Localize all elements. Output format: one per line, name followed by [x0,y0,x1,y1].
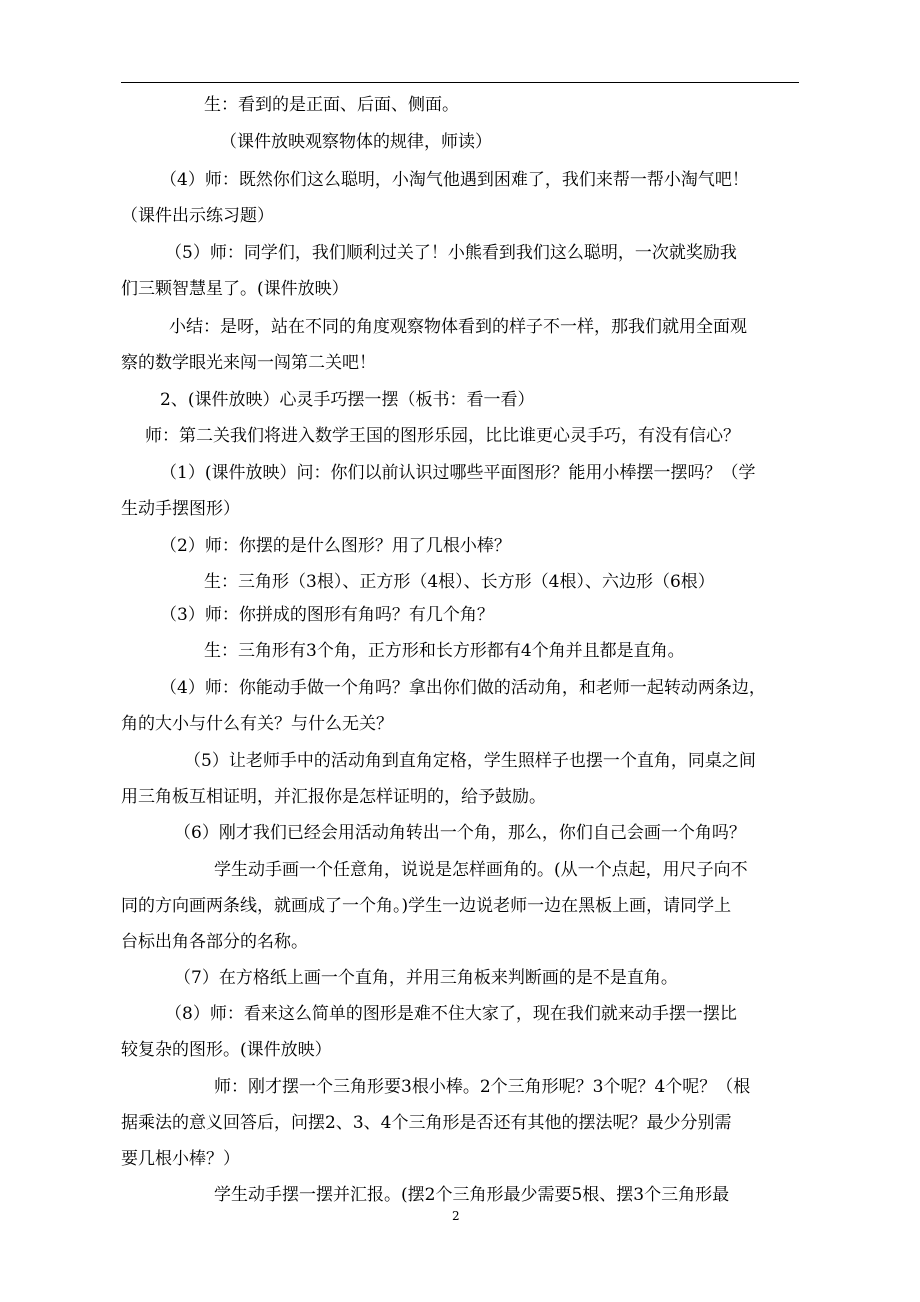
text-line: （4）师：既然你们这么聪明，小淘气他遇到困难了，我们来帮一帮小淘气吧！ [160,170,749,190]
text-line: 生：三角形（3根）、正方形（4根）、长方形（4根）、六边形（6根） [204,572,715,592]
page-number: 2 [452,1209,460,1223]
text-line: （7）在方格纸上画一个直角，并用三角板来判断画的是不是直角。 [174,968,678,988]
text-line: （5）让老师手中的活动角到直角定格，学生照样子也摆一个直角，同桌之间 [184,751,756,771]
text-line: （5）师：同学们，我们顺利过关了！小熊看到我们这么聪明，一次就奖励我 [165,243,737,263]
text-line: 生动手摆图形） [121,499,240,519]
text-line: 用三角板互相证明，并汇报你是怎样证明的，给予鼓励。 [121,787,546,807]
text-line: 同的方向画两条线，就画成了一个角。)学生一边说老师一边在黑板上画，请同学上 [121,896,732,916]
text-line: 学生动手摆一摆并汇报。(摆2个三角形最少需要5根、摆3个三角形最 [214,1185,730,1205]
text-line: （课件放映观察物体的规律，师读） [220,132,492,152]
text-line: 察的数学眼光来闯一闯第二关吧！ [121,353,376,373]
text-line: （3）师：你拼成的图形有角吗？有几个角？ [160,605,494,625]
text-line: 2、(课件放映）心灵手巧摆一摆（板书：看一看） [160,390,535,410]
text-line: （2）师：你摆的是什么图形？用了几根小棒？ [160,536,511,556]
text-line: 较复杂的图形。(课件放映） [121,1040,332,1060]
text-line: 台标出角各部分的名称。 [121,932,308,952]
text-line: （1）(课件放映）问：你们以前认识过哪些平面图形？能用小棒摆一摆吗？（学 [160,463,756,483]
text-line: 角的大小与什么有关？与什么无关？ [121,714,393,734]
text-line: 小结：是呀，站在不同的角度观察物体看到的样子不一样，那我们就用全面观 [169,317,747,337]
text-line: 生：三角形有3个角，正方形和长方形都有4个角并且都是直角。 [204,641,685,661]
text-line: 学生动手画一个任意角，说说是怎样画角的。(从一个点起，用尺子向不 [214,860,748,880]
text-line: （8）师：看来这么简单的图形是难不住大家了，现在我们就来动手摆一摆比 [165,1004,737,1024]
header-rule [121,82,799,83]
text-line: 师：刚才摆一个三角形要3根小棒。2个三角形呢？3个呢？4个呢？（根 [214,1077,751,1097]
text-line: （6）刚才我们已经会用活动角转出一个角，那么，你们自己会画一个角吗？ [174,823,746,843]
text-line: 们三颗智慧星了。(课件放映） [121,279,349,299]
text-line: （4）师：你能动手做一个角吗？拿出你们做的活动角，和老师一起转动两条边， [160,678,766,698]
text-line: 据乘法的意义回答后，问摆2、3、4个三角形是否还有其他的摆法呢？最少分别需 [121,1113,732,1133]
text-line: 生：看到的是正面、后面、侧面。 [204,95,459,115]
text-line: （课件出示练习题） [121,206,274,226]
text-line: 师：第二关我们将进入数学王国的图形乐园，比比谁更心灵手巧，有没有信心？ [145,426,740,446]
text-line: 要几根小棒？） [121,1149,240,1169]
